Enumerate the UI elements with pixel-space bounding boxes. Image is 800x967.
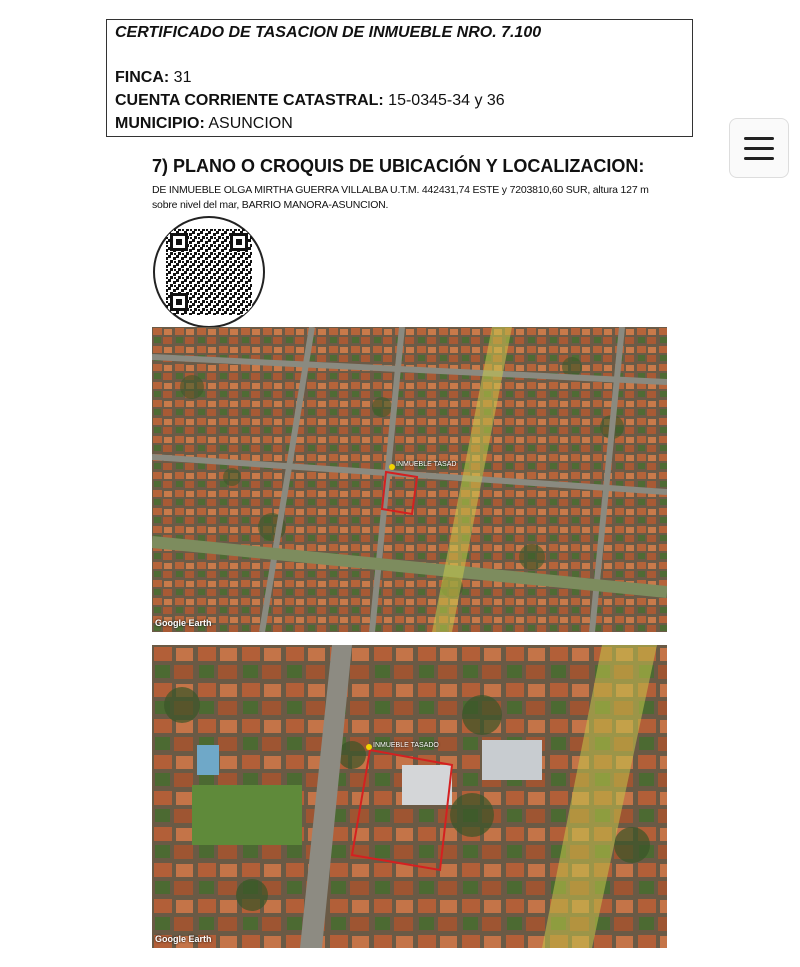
finca-label: FINCA: [115,69,170,86]
header-spacer [115,43,684,66]
qr-code-icon[interactable] [152,215,266,329]
cuenta-value: 15-0345-34 y 36 [388,92,505,109]
finca-row [115,66,684,89]
section-title: 7) PLANO O CROQUIS DE UBICACIÓN Y LOCALIZACION: [152,156,645,176]
cuenta-row [115,89,684,112]
certificate-header-box [106,19,693,137]
finca-value: 31 [173,69,192,86]
aerial-map-closeup [152,645,667,948]
menu-bar [744,157,774,160]
pin-label-2: INMUEBLE TASADO [373,742,439,749]
municipio-value: ASUNCION [208,115,293,132]
hamburger-menu-icon[interactable] [729,118,789,178]
menu-bar [744,147,774,150]
municipio-label: MUNICIPIO: [115,115,205,132]
location-description: DE INMUEBLE OLGA MIRTHA GUERRA VILLALBA U.T.M. 442431,74 ESTE y 7203810,60 SUR, altura 127 m sobre nivel del mar, BARRIO MANORA-ASUNCION. [152,184,649,211]
aerial-map-wide [152,327,667,632]
municipio-row [115,112,684,135]
pin-label-1: INMUEBLE TASAD [396,461,457,468]
google-earth-attribution-2: Google Earth [155,934,212,944]
google-earth-attribution-1: Google Earth [155,618,212,628]
certificate-title: CERTIFICADO DE TASACION DE INMUEBLE NRO. 7.100 [115,24,542,41]
cuenta-label: CUENTA CORRIENTE CATASTRAL: [115,92,384,109]
menu-bar [744,137,774,140]
